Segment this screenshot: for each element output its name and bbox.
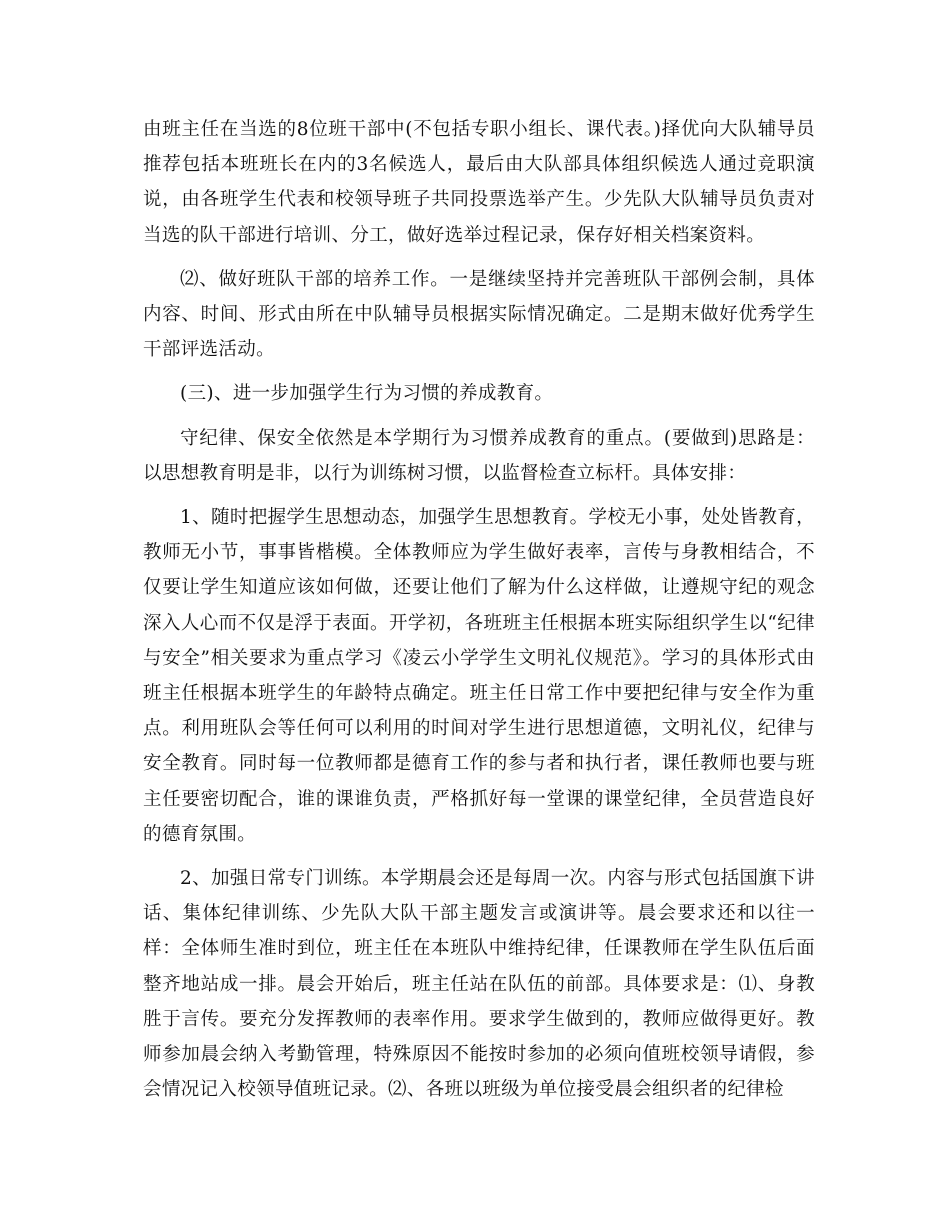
paragraph-discipline-safety-focus: 守纪律、保安全依然是本学期行为习惯养成教育的重点。(要做到)思路是：以思想教育明是非，以行为训练树习惯，以监督检查立标杆。具体安排： xyxy=(143,427,815,484)
section-heading-behavior-habits: (三)、进一步加强学生行为习惯的养成教育。 xyxy=(180,383,554,405)
document-body xyxy=(143,112,815,1116)
paragraph-ideological-education: 1、随时把握学生思想动态，加强学生思想教育。学校无小事，处处皆教育，教师无小节，事事皆楷模。全体教师应为学生做好表率，言传与身教相结合，不仅要让学生知道应该如何做，还要让他们了解为什么这样做，让遵规守纪的观念深入人心而不仅是浮于表面。开学初，各班班主任根据本班实际组织学生以“纪律与安全”相关要求为重点学习《凌云小学学生文明礼仪规范》。学习的具体形式由班主任根据本班学生的年龄特点确定。班主任日常工作中要把纪律与安全作为重点。利用班队会等任何可以利用的时间对学生进行思想道德，文明礼仪，纪律与安全教育。同时每一位教师都是德育工作的参与者和执行者，课任教师也要与班主任要密切配合，谁的课谁负责，严格抓好每一堂课的课堂纪律，全员营造良好的德育氛围。 xyxy=(143,507,815,845)
paragraph-class-leader-election: 由班主任在当选的8位班干部中(不包括专职小组长、课代表。)择优向大队辅导员推荐包括本班班长在内的3名候选人，最后由大队部具体组织候选人通过竞职演说，由各班学生代表和校领导班子共同投票选举产生。少先队大队辅导员负责对当选的队干部进行培训、分工，做好选举过程记录，保存好相关档案资料。 xyxy=(143,119,815,246)
paragraph-morning-assembly-training: 2、加强日常专门训练。本学期晨会还是每周一次。内容与形式包括国旗下讲话、集体纪律训练、少先队大队干部主题发言或演讲等。晨会要求还和以往一样：全体师生准时到位，班主任在本班队中维持纪律，任课教师在学生队伍后面整齐地站成一排。晨会开始后，班主任站在队伍的前部。具体要求是：⑴、身教胜于言传。要充分发挥教师的表率作用。要求学生做到的，教师应做得更好。教师参加晨会纳入考勤管理，特殊原因不能按时参加的必须向值班校领导请假，参会情况记入校领导值班记录。⑵、各班以班级为单位接受晨会组织者的纪律检 xyxy=(143,868,815,1101)
paragraph-cadre-training: ⑵、做好班队干部的培养工作。一是继续坚持并完善班队干部例会制，具体内容、时间、形式由所在中队辅导员根据实际情况确定。二是期末做好优秀学生干部评选活动。 xyxy=(143,268,815,361)
